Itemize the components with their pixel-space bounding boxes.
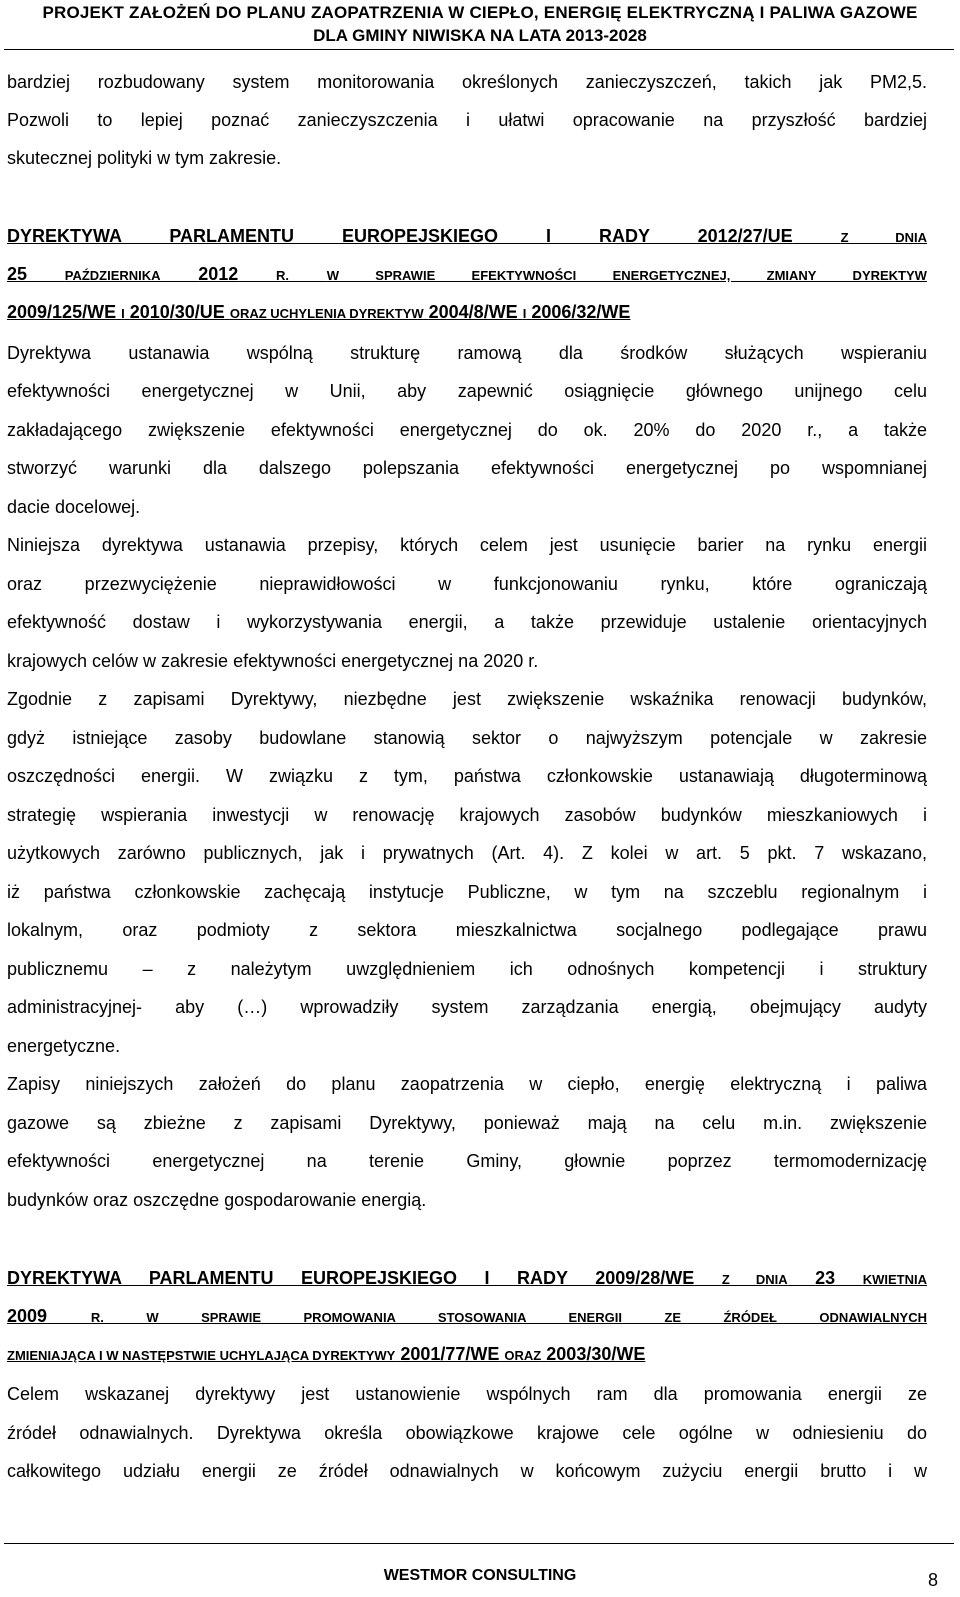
- paragraph-line: Dyrektywa ustanawia wspólną strukturę ramową dla środków służących wspieraniu: [7, 343, 927, 363]
- heading-text: Z DNIA: [721, 1272, 788, 1287]
- paragraph-line: strategię wspierania inwestycji w renowację krajowych zasobów budynków mieszkaniowych i: [7, 805, 927, 825]
- page-number: 8: [927, 1570, 938, 1590]
- paragraph-line: oszczędności energii. W związku z tym, państwa członkowskie ustanawiają długoterminową: [7, 766, 927, 786]
- heading-text: 2009/125/WE: [7, 302, 117, 322]
- directive-heading-line3: [7, 300, 927, 326]
- paragraph-line: iż państwa członkowskie zachęcają instytucje Publiczne, w tym na szczeblu regionalnym i: [7, 882, 927, 902]
- heading-text: ZMIENIAJĄCA I W NASTĘPSTWIE UCHYLAJĄCA DYREKTYWY: [7, 1348, 396, 1363]
- paragraph-line: administracyjnej- aby (…) wprowadziły system zarządzania energią, obejmujący audyty: [7, 997, 927, 1017]
- paragraph-line: źródeł odnawialnych. Dyrektywa określa obowiązkowe krajowe cele ogólne w odniesieniu do: [7, 1423, 927, 1443]
- heading-text: PAŹDZIERNIKA: [64, 268, 161, 283]
- paragraph-line: Pozwoli to lepiej poznać zanieczyszczenia i ułatwi opracowanie na przyszłość bardziej: [7, 110, 927, 130]
- heading-text: 2009: [7, 1306, 48, 1326]
- heading-text: ORAZ: [504, 1348, 542, 1363]
- heading-text: I: [522, 306, 527, 321]
- header-title-line1: PROJEKT ZAŁOŻEŃ DO PLANU ZAOPATRZENIA W CIEPŁO, ENERGIĘ ELEKTRYCZNĄ I PALIWA GAZOWE: [42, 3, 918, 22]
- heading-text: 25: [7, 264, 28, 284]
- paragraph-line: oraz przezwyciężenie nieprawidłowości w funkcjonowaniu rynku, które ograniczają: [7, 574, 927, 594]
- paragraph-line: Niniejsza dyrektywa ustanawia przepisy, których celem jest usunięcie barier na rynku energii: [7, 535, 927, 555]
- heading-text: 2001/77/WE: [400, 1344, 500, 1364]
- paragraph-line: stworzyć warunki dla dalszego polepszania efektywności energetycznej po wspomnianej: [7, 458, 927, 478]
- heading-text: Z DNIA: [840, 230, 927, 245]
- paragraph-line: gdyż istniejące zasoby budowlane stanowią sektor o najwyższym potencjale w zakresie: [7, 728, 927, 748]
- heading-text: W SPRAWIE EFEKTYWNOŚCI ENERGETYCZNEJ, ZMIANY DYREKTYW: [326, 268, 927, 283]
- paragraph-line: dacie docelowej.: [7, 497, 141, 517]
- header-title-line2: DLA GMINY NIWISKA NA LATA 2013-2028: [313, 26, 647, 45]
- paragraph-line: energetyczne.: [7, 1036, 121, 1056]
- directive-heading-line1: [7, 1266, 927, 1292]
- heading-text: R. W SPRAWIE PROMOWANIA STOSOWANIA ENERGII ZE ŹRÓDEŁ ODNAWIALNYCH: [90, 1310, 927, 1325]
- paragraph-line: bardziej rozbudowany system monitorowania określonych zanieczyszczeń, takich jak PM2,5.: [7, 72, 927, 92]
- heading-text: 2006/32/WE: [531, 302, 631, 322]
- paragraph-line: zakładającego zwiększenie efektywności energetycznej do ok. 20% do 2020 r., a także: [7, 420, 927, 440]
- paragraph-line: użytkowych zarówno publicznych, jak i prywatnych (Art. 4). Z kolei w art. 5 pkt. 7 wskazano,: [7, 843, 927, 863]
- heading-text: I: [121, 306, 125, 321]
- directive-heading-line2: [7, 262, 927, 288]
- paragraph-line: Celem wskazanej dyrektywy jest ustanowienie wspólnych ram dla promowania energii ze: [7, 1384, 927, 1404]
- paragraph-line: Zgodnie z zapisami Dyrektywy, niezbędne jest zwiększenie wskaźnika renowacji budynków,: [7, 689, 927, 709]
- paragraph-line: lokalnym, oraz podmioty z sektora mieszkalnictwa socjalnego podlegające prawu: [7, 920, 927, 940]
- heading-text: R.: [276, 268, 289, 283]
- directive-heading-line1: [7, 224, 927, 250]
- heading-text: 2003/30/WE: [546, 1344, 646, 1364]
- paragraph-line: efektywność dostaw i wykorzystywania energii, a także przewiduje ustalenie orientacyjnych: [7, 612, 927, 632]
- heading-text: 23: [815, 1268, 836, 1288]
- header-divider: [4, 49, 954, 50]
- paragraph-line: krajowych celów w zakresie efektywności energetycznej na 2020 r.: [7, 651, 539, 671]
- paragraph-line: efektywności energetycznej w Unii, aby zapewnić osiągnięcie głównego unijnego celu: [7, 381, 927, 401]
- directive-heading-line3: [7, 1342, 927, 1368]
- heading-text: DYREKTYWA PARLAMENTU EUROPEJSKIEGO I RADY 2009/28/WE: [7, 1268, 695, 1288]
- paragraph-line: efektywności energetycznej na terenie Gminy, głownie poprzez termomodernizację: [7, 1151, 927, 1171]
- heading-text: KWIETNIA: [862, 1272, 927, 1287]
- heading-text: DYREKTYWA PARLAMENTU EUROPEJSKIEGO I RADY 2012/27/UE: [7, 226, 793, 246]
- footer-company: WESTMOR CONSULTING: [383, 1567, 577, 1584]
- heading-text: ORAZ UCHYLENIA DYREKTYW: [229, 306, 424, 321]
- directive-heading-line2: [7, 1304, 927, 1330]
- paragraph-line: budynków oraz oszczędne gospodarowanie energią.: [7, 1190, 427, 1210]
- heading-text: 2010/30/UE: [129, 302, 225, 322]
- paragraph-line: skutecznej polityki w tym zakresie.: [7, 148, 282, 168]
- heading-text: 2004/8/WE: [428, 302, 518, 322]
- paragraph-line: gazowe są zbieżne z zapisami Dyrektywy, ponieważ mają na celu m.in. zwiększenie: [7, 1113, 927, 1133]
- footer-divider: [4, 1543, 954, 1544]
- heading-text: 2012: [198, 264, 239, 284]
- paragraph-line: Zapisy niniejszych założeń do planu zaopatrzenia w ciepło, energię elektryczną i paliwa: [7, 1074, 927, 1094]
- paragraph-line: całkowitego udziału energii ze źródeł odnawialnych w końcowym zużyciu energii brutto i w: [7, 1461, 927, 1481]
- paragraph-line: publicznemu – z należytym uwzględnieniem ich odnośnych kompetencji i struktury: [7, 959, 927, 979]
